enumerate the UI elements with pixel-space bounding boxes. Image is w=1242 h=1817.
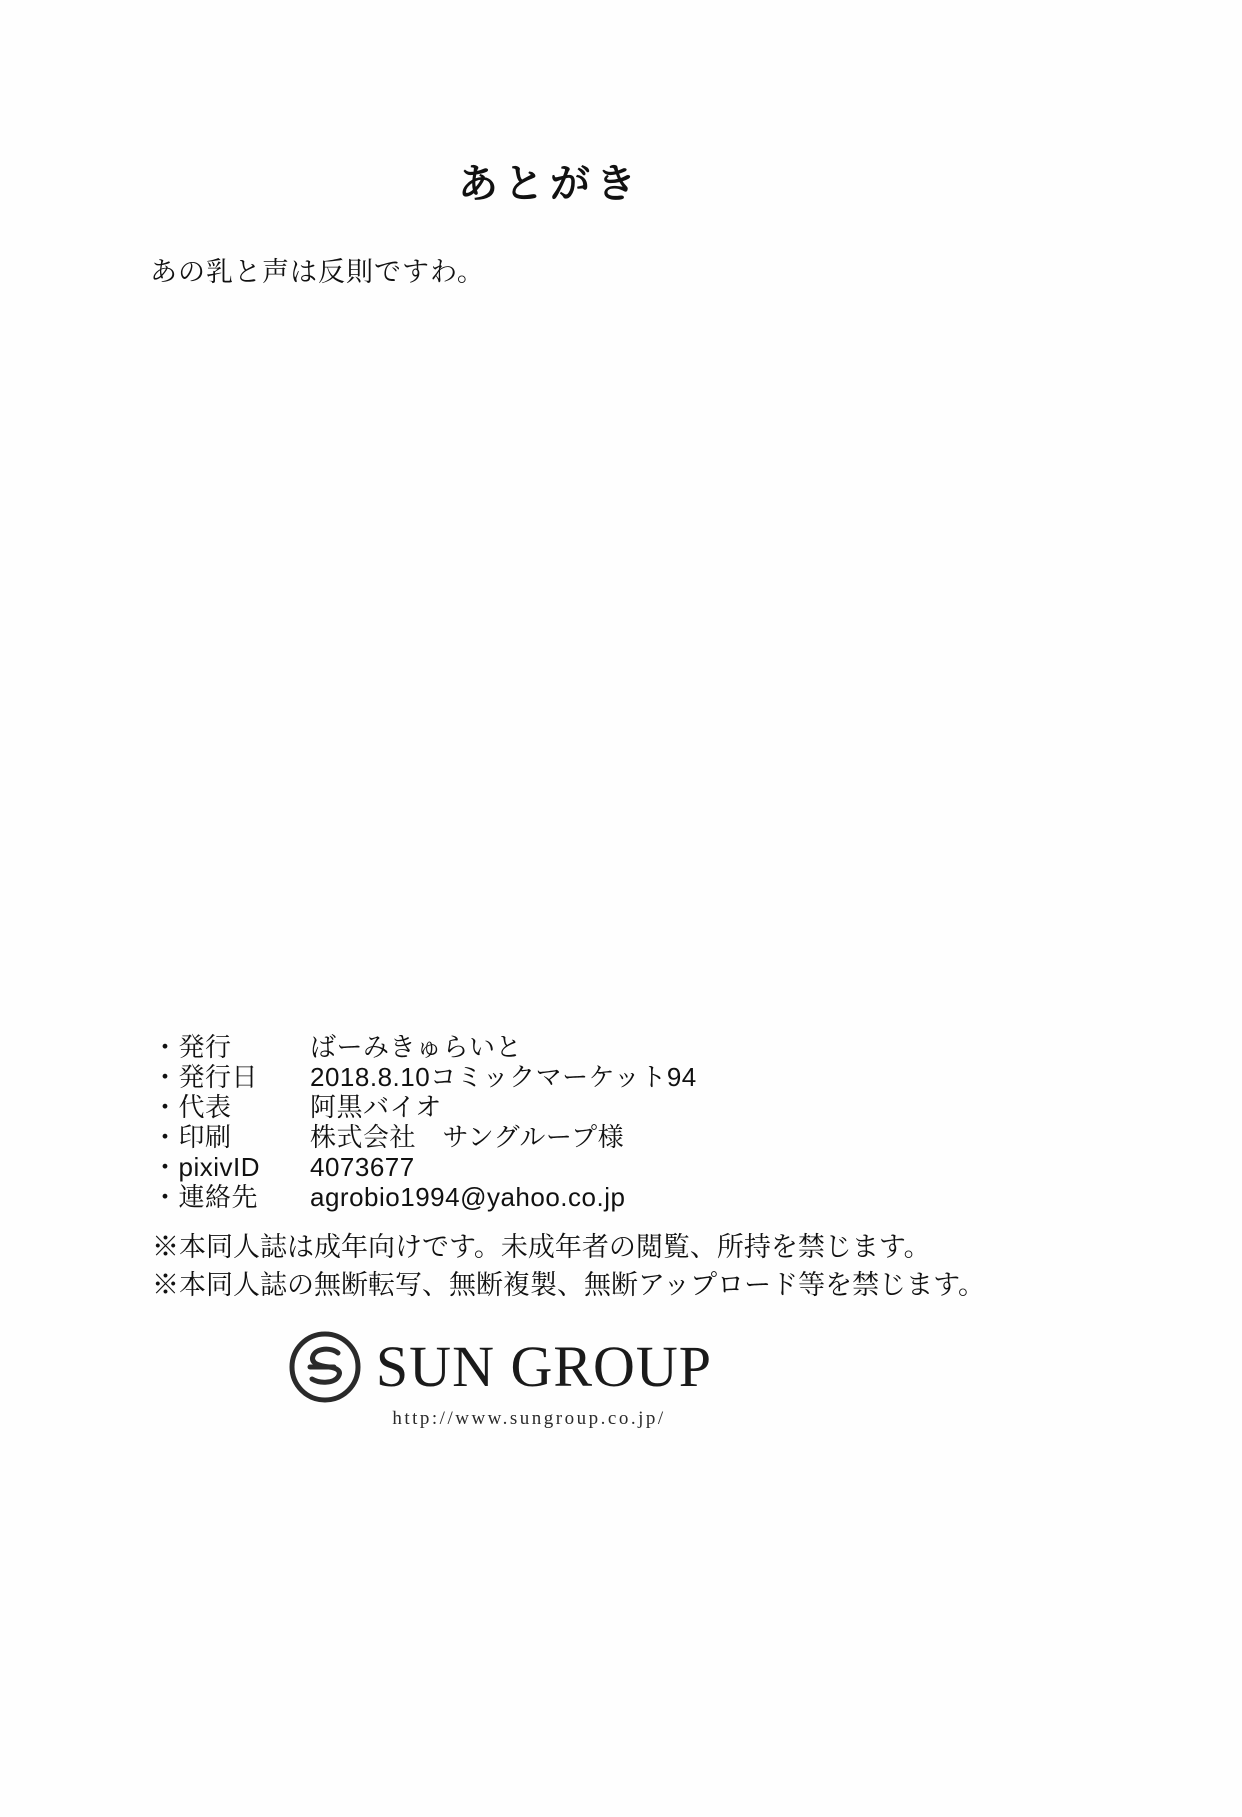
colophon-value: 株式会社 サングループ — [310, 1122, 598, 1152]
colophon-label: ・発行日 — [152, 1062, 259, 1092]
colophon-row — [152, 1122, 697, 1152]
colophon-label: ・印刷 — [152, 1122, 232, 1152]
logo-row — [288, 1330, 712, 1404]
notices-block — [152, 1228, 985, 1304]
afterword-body-text: あの乳と声は反則ですわ。 — [150, 257, 485, 287]
colophon-block — [152, 1032, 697, 1212]
notice-line: ※本同人誌の無断転写、無断複製、無断アップロード等を禁じます。 — [152, 1270, 985, 1300]
colophon-label: ・発行 — [152, 1032, 232, 1062]
colophon-row — [152, 1152, 697, 1182]
afterword-title: あとがき — [458, 162, 642, 206]
colophon-value-extra: 様 — [597, 1122, 625, 1152]
colophon-label: ・pixivID — [152, 1152, 261, 1182]
colophon-value: 4073677 — [310, 1152, 415, 1182]
colophon-value: 2018.8.10 — [310, 1062, 431, 1092]
publisher-logo — [0, 1330, 1000, 1430]
colophon-row — [152, 1092, 697, 1122]
colophon-row — [152, 1182, 697, 1212]
notice-line: ※本同人誌は成年向けです。未成年者の閲覧、所持を禁じます。 — [152, 1232, 931, 1262]
colophon-value: 阿黒バイオ — [310, 1092, 442, 1122]
colophon-row — [152, 1062, 697, 1092]
sun-group-logo-icon — [288, 1330, 362, 1404]
colophon-label: ・連絡先 — [152, 1182, 259, 1212]
logo-url: http://www.sungroup.co.jp/ — [392, 1408, 666, 1429]
colophon-value-email: agrobio1994@yahoo.co.jp — [310, 1182, 626, 1212]
colophon-value-extra: コミックマーケット94 — [430, 1062, 697, 1092]
colophon-value: ばーみきゅらいと — [310, 1032, 523, 1062]
colophon-row — [152, 1032, 697, 1062]
colophon-label: ・代表 — [152, 1092, 232, 1122]
logo-wordmark: SUN GROUP — [375, 1334, 713, 1399]
